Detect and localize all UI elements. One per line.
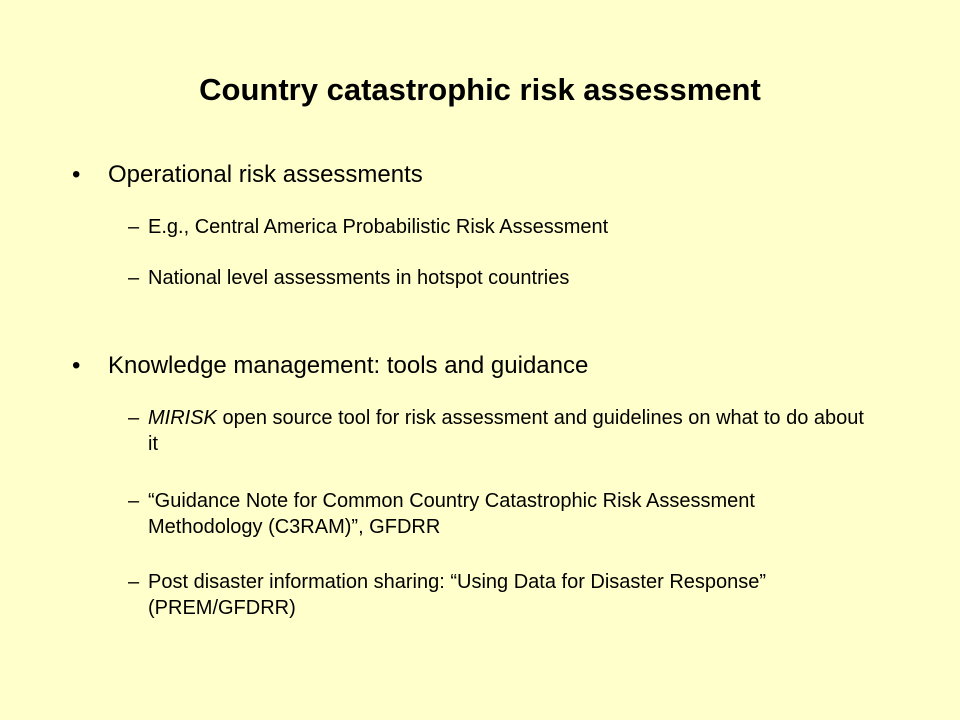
bullet-text: Operational risk assessments xyxy=(108,161,423,188)
bullet-marker: • xyxy=(72,161,81,188)
subitem-text: National level assessments in hotspot countries xyxy=(148,267,570,289)
subitem-central-america xyxy=(128,214,868,240)
subitem-post-disaster xyxy=(128,569,868,621)
slide-title: Country catastrophic risk assessment xyxy=(199,72,761,107)
subitem-text: E.g., Central America Probabilistic Risk Assessment xyxy=(148,216,609,238)
bullet-text: Knowledge management: tools and guidance xyxy=(108,352,589,379)
subitem-marker: – xyxy=(128,571,140,593)
subitem-text: “Guidance Note for Common Country Catastrophic Risk Assessment Methodology (C3RAM)”, GFDRR xyxy=(148,490,755,538)
subitem-guidance-note xyxy=(128,488,868,540)
mirisk-name: MIRISK xyxy=(148,407,217,429)
subitem-marker: – xyxy=(128,216,140,238)
subitem-national-level xyxy=(128,265,868,291)
subitem-marker: – xyxy=(128,267,140,289)
subitem-marker: – xyxy=(128,490,140,512)
subitem-mirisk xyxy=(128,405,868,457)
subitem-text: Post disaster information sharing: “Using Data for Disaster Response” (PREM/GFDRR) xyxy=(148,571,767,619)
subitem-marker: – xyxy=(128,407,140,429)
subitem-text xyxy=(148,405,868,457)
bullet-marker: • xyxy=(72,352,81,379)
mirisk-description: open source tool for risk assessment and guidelines on what to do about it xyxy=(148,407,864,455)
